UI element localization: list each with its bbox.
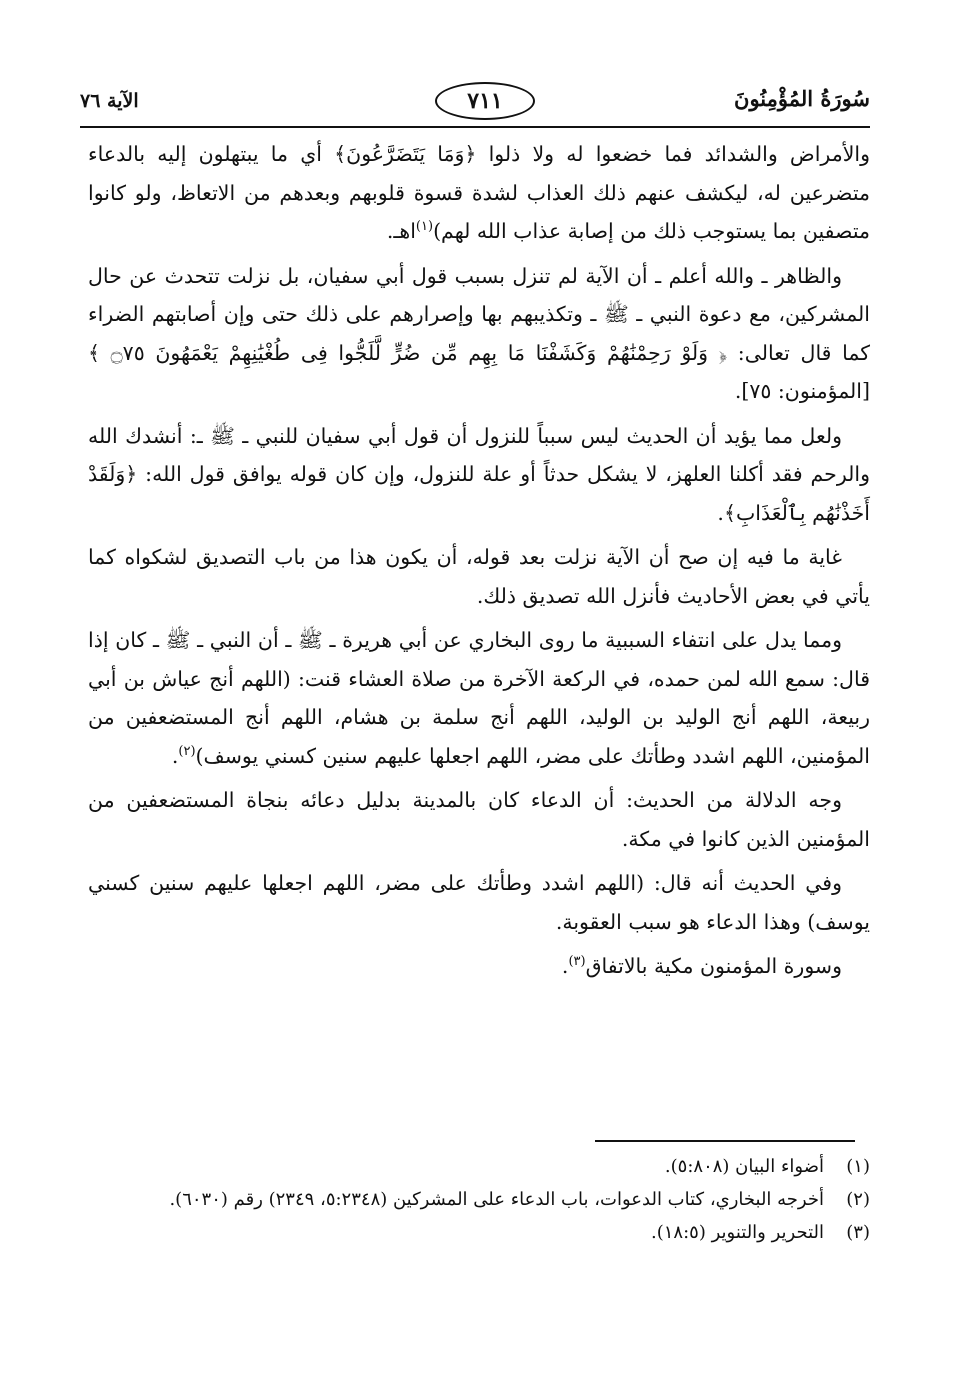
text-run: وفي الحديث أنه قال: (اللهم اشدد وطأتك على مضر، اللهم اجعلها عليهم سنين كسني يوسف) وهذا الدعاء هو سبب العقوبة. [88, 871, 870, 934]
text-run: . [717, 500, 724, 525]
paragraph [88, 781, 870, 858]
paragraph [88, 257, 870, 411]
text-run: اهـ. [386, 219, 416, 243]
footnote-ref: (١) [415, 219, 434, 235]
text-run: ومما يدل على انتفاء السببية ما روى البخاري عن أبي هريرة ـ ﷺ ـ أن النبي ـ ﷺ ـ كان إذا قال: سمع الله لمن حمده، في الركعة الآخرة من صلاة العشاء قنت: (اللهم أنج عياش بن أبي ربيعة، اللهم أنج الوليد بن الوليد، اللهم أنج سلمة بن هشام، اللهم أنج المستضعفين من المؤمنين، اللهم اشدد وطأتك على مضر، اللهم اجعلها عليهم سنين كسني يوسف) [88, 628, 870, 768]
paragraph [88, 417, 870, 533]
header-rule [80, 126, 870, 128]
page-number: ٧١١ [435, 82, 535, 120]
text-run: وسورة المؤمنون مكية بالاتفاق [585, 954, 842, 978]
text-run: ولعل مما يؤيد أن الحديث ليس سبباً للنزول أن قول أبي سفيان للنبي ـ ﷺ ـ: أنشدك الله والرحم فقد أكلنا العلهز، لا يشكل حدثاً أو علة للنزول، وإن كان قوله يوافق قول الله: [88, 423, 870, 486]
footnote-rule [595, 1140, 855, 1142]
footnote-text: التحرير والتنوير (١٨:٥). [651, 1222, 824, 1243]
footnotes [88, 1150, 870, 1249]
paragraph [88, 864, 870, 941]
paragraph [88, 621, 870, 775]
text-run: . [561, 954, 569, 978]
paragraph [88, 947, 870, 986]
footnote-ref: (٢) [178, 743, 196, 759]
footnote-text: أخرجه البخاري، كتاب الدعوات، باب الدعاء على المشركين (٥:٢٣٤٨، ٢٣٤٩) رقم (٦٠٣٠). [169, 1189, 824, 1210]
text-run: وجه الدلالة من الحديث: أن الدعاء كان بالمدينة بدليل دعائه بنجاة المستضعفين من المؤمنين الذين كانوا في مكة. [88, 788, 870, 851]
text-run: غاية ما فيه إن صح أن الآية نزلت بعد قوله، أن يكون هذا من باب التصديق لشكواه كما يأتي في بعض الأحاديث فأنزل الله تصديق ذلك. [88, 545, 870, 608]
paragraph [88, 538, 870, 615]
text-run: . [171, 743, 179, 768]
surah-name: سُورَةُ المُؤْمِنُونَ [734, 86, 870, 111]
page-header [80, 82, 870, 122]
text-run: أي ما يبتهلون إليه بالدعاء متضرعين له، ليكشف عنهم ذلك العذاب لشدة قسوة قلوبهم وبعدهم من الاتعاظ، ولو كانوا متصفين بما يستوجب ذلك من إصابة عذاب الله لهم) [88, 142, 870, 243]
footnote [88, 1216, 870, 1249]
footnote [88, 1150, 870, 1183]
footnote-number: (٣) [846, 1222, 870, 1243]
quran-quote: ﴿وَمَا يَتَضَرَّعُونَ﴾ [334, 142, 477, 166]
text-run: [المؤمنون: ٧٥]. [734, 379, 870, 403]
paragraph [88, 135, 870, 251]
footnote-ref: (٣) [568, 954, 586, 970]
footnote-text: أضواء البيان (٥:٨٠٨). [664, 1156, 824, 1177]
text-run: والأمراض والشدائد فما خضعوا له ولا ذلوا [476, 142, 870, 166]
quran-quote: ﴿ وَلَوْ رَحِمْنَٰهُمْ وَكَشَفْنَا مَا بِهِم مِّن ضُرٍّ لَّلَجُّوا فِى طُغْيَٰنِهِمْ يَعْمَهُونَ ۝٧٥ ﴾ [88, 340, 728, 365]
footnote-number: (٢) [846, 1189, 870, 1210]
quran-quote: ﴿وَلَقَدْ أَخَذْنَٰهُم بِٱلْعَذَابِ﴾ [88, 462, 870, 525]
main-text [88, 135, 870, 992]
footnote-number: (١) [846, 1156, 870, 1177]
footnote [88, 1183, 870, 1216]
text-run: والظاهر ـ والله أعلم ـ أن الآية لم تنزل بسبب قول أبي سفيان، بل نزلت تتحدث عن حال المشركين، مع دعوة النبي ـ ﷺ ـ وتكذيبهم بها وإصرارهم على ذلك حتى وإن أصابتهم الضراء كما قال تعالى: [88, 263, 870, 365]
verse-label: الآية ٧٦ [80, 90, 139, 112]
